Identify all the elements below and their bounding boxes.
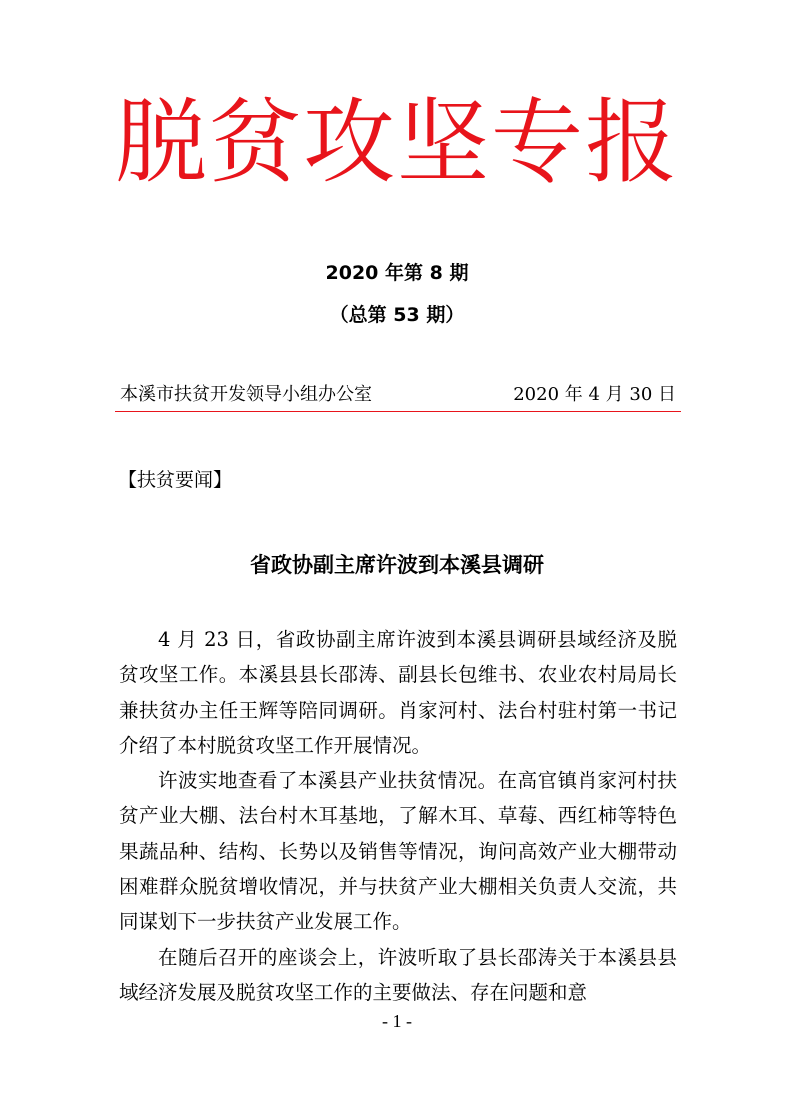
article-body: [119, 622, 677, 1010]
red-divider-line: [115, 411, 681, 412]
issue-total-number: （总第 53 期）: [329, 304, 465, 326]
article-paragraph: 4 月 23 日，省政协副主席许波到本溪县调研县域经济及脱贫攻坚工作。本溪县县长邵涛、副县长包维书、农业农村局局长兼扶贫办主任王辉等陪同调研。肖家河村、法台村驻村第一书记介绍了本村脱贫攻坚工作开展情况。: [119, 628, 677, 757]
publisher-organization: 本溪市扶贫开发领导小组办公室: [120, 384, 372, 405]
page-number: - 1 -: [382, 1011, 412, 1031]
issue-number: 2020 年第 8 期: [325, 262, 469, 284]
article-paragraph: 许波实地查看了本溪县产业扶贫情况。在高官镇肖家河村扶贫产业大棚、法台村木耳基地，了解木耳、草莓、西红柿等特色果蔬品种、结构、长势以及销售等情况，询问高效产业大棚带动困难群众脱贫增收情况，并与扶贫产业大棚相关负责人交流，共同谋划下一步扶贫产业发展工作。: [119, 769, 677, 934]
article-title: 省政协副主席许波到本溪县调研: [250, 553, 544, 577]
publish-date: 2020 年 4 月 30 日: [513, 384, 676, 405]
article-paragraph: 在随后召开的座谈会上，许波听取了县长邵涛关于本溪县县域经济发展及脱贫攻坚工作的主要做法、存在问题和意: [119, 945, 677, 1004]
masthead-title: 脱贫攻坚专报: [114, 89, 679, 196]
section-tag: 【扶贫要闻】: [118, 469, 233, 491]
